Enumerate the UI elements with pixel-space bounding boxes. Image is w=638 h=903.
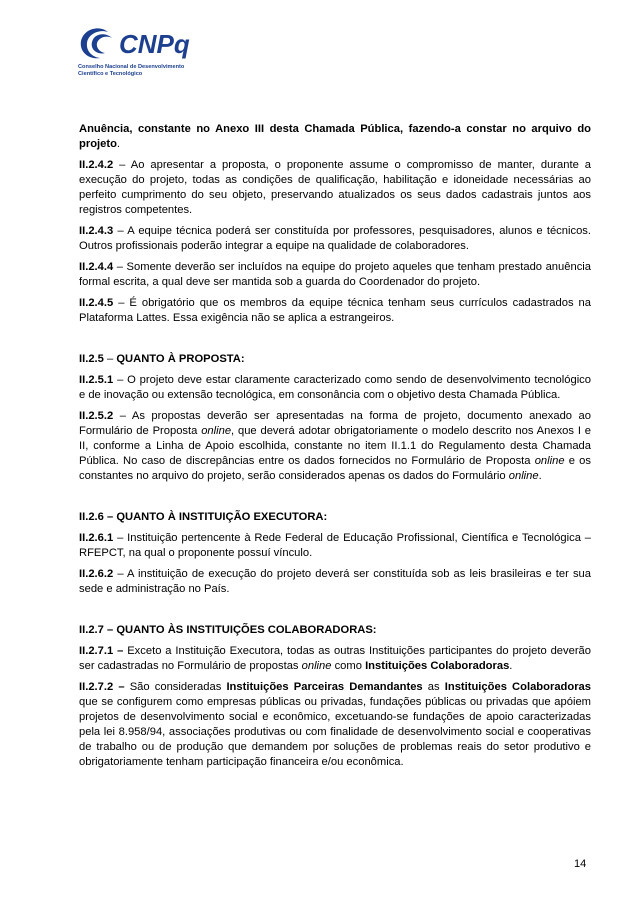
logo-subtitle-line-1: Conselho Nacional de Desenvolvimento bbox=[78, 64, 185, 70]
item-text: , que deverá adotar obrigatoriamente o modelo descrito nos Anexos I e II, conforme a Linha de Apoio escolhida, constante no item II.1.1 do Regulamento desta Chamada Pública. No caso de discrepâncias entre os dados fornecidos no Formulário de Proposta bbox=[79, 425, 591, 467]
paragraph-2-6-2 bbox=[79, 567, 591, 597]
item-text: que se configurem como empresas públicas ou privadas, fundações públicas ou privadas que apóiem projetos de desenvolvimento social e econômico, excetuando-se fundações de apoio caracterizadas pela lei 8.958/94, associações produtivas ou com finalidade de desenvolvimento social e cooperativas de trabalho ou de produção que demandem por soluções de problemas reais do setor produtivo e obrigatoriamente tenham participação financeira e/ou econômica. bbox=[79, 696, 591, 768]
online-italic: online bbox=[301, 660, 332, 672]
online-italic: online bbox=[508, 470, 539, 482]
cnpq-logo bbox=[78, 26, 218, 82]
intro-bold: Anuência, constante no Anexo III desta Chamada Pública, fazendo-a constar no arquivo do projeto bbox=[79, 123, 591, 150]
item-number: II.2.4.4 bbox=[79, 261, 114, 273]
logo-subtitle-line-2: Científico e Tecnológico bbox=[78, 71, 143, 77]
paragraph-2-5-1 bbox=[79, 373, 591, 403]
paragraph-2-7-2 bbox=[79, 680, 591, 770]
bold-term: Instituições Colaboradoras bbox=[365, 660, 510, 672]
bold-term: Instituições Colaboradoras bbox=[444, 681, 592, 693]
cnpq-swirl-icon bbox=[78, 26, 120, 62]
item-number: II.2.4.2 bbox=[79, 159, 114, 171]
paragraph-2-5-2 bbox=[79, 409, 591, 484]
item-text: – A equipe técnica poderá ser constituída por professores, pesquisadores, alunos e técnicos. Outros profissionais poderão integrar a equipe na qualidade de colaboradores. bbox=[79, 225, 591, 252]
item-text: – Somente deverão ser incluídos na equipe do projeto aqueles que tenham prestado anuência formal escrita, a qual deve ser mantida sob a guarda do Coordenador do projeto. bbox=[79, 261, 591, 288]
item-text: as bbox=[422, 681, 445, 693]
item-number: II.2.7.2 – bbox=[79, 681, 125, 693]
item-text: – As propostas deverão ser apresentadas na forma de projeto, documento anexado ao Formulário de Proposta bbox=[79, 410, 591, 437]
online-italic: online bbox=[534, 455, 565, 467]
page-number: 14 bbox=[574, 858, 587, 870]
item-text: . bbox=[538, 470, 542, 482]
item-number: II.2.6.1 bbox=[79, 532, 114, 544]
item-text: – A instituição de execução do projeto deverá ser constituída sob as leis brasileiras e ter sua sede e administração no País. bbox=[79, 568, 591, 595]
intro-paragraph bbox=[79, 122, 591, 152]
paragraph-2-4-2 bbox=[79, 158, 591, 218]
item-text: São consideradas bbox=[124, 681, 227, 693]
document-body bbox=[79, 122, 591, 776]
item-text: e os constantes no arquivo do projeto, serão considerados apenas os dados do Formulário bbox=[79, 455, 591, 482]
item-text: . bbox=[509, 660, 513, 672]
item-text: como bbox=[331, 660, 366, 672]
section-title: II.2.6 – QUANTO À INSTITUIÇÃO EXECUTORA: bbox=[79, 511, 328, 523]
logo-wordmark: CNPq bbox=[119, 29, 190, 59]
item-text: – É obrigatório que os membros da equipe técnica tenham seus currículos cadastrados na Plataforma Lattes. Essa exigência não se aplica a estrangeiros. bbox=[79, 297, 591, 324]
item-number: II.2.4.5 bbox=[79, 297, 114, 309]
spacer bbox=[79, 332, 591, 352]
intro-end: . bbox=[116, 138, 121, 150]
item-text: – Instituição pertencente à Rede Federal de Educação Profissional, Científica e Tecnológica – RFEPCT, na qual o proponente possuí vínculo. bbox=[79, 532, 591, 559]
section-dash: – bbox=[103, 353, 117, 365]
paragraph-2-4-5 bbox=[79, 296, 591, 326]
paragraph-2-7-1 bbox=[79, 644, 591, 674]
section-heading-2-6 bbox=[79, 510, 591, 525]
spacer bbox=[79, 603, 591, 623]
online-italic: online bbox=[201, 425, 232, 437]
paragraph-2-6-1 bbox=[79, 531, 591, 561]
paragraph-2-4-4 bbox=[79, 260, 591, 290]
section-title: QUANTO À PROPOSTA: bbox=[116, 353, 245, 365]
section-heading-2-5 bbox=[79, 352, 591, 367]
item-text: – O projeto deve estar claramente caracterizado como sendo de desenvolvimento tecnológico e de inovação ou extensão tecnológica, em consonância com o objetivo desta Chamada Pública. bbox=[79, 374, 591, 401]
section-title: II.2.7 – QUANTO ÀS INSTITUIÇÕES COLABORADORAS: bbox=[79, 624, 377, 636]
section-number: II.2.5 bbox=[79, 353, 104, 365]
item-number: II.2.5.2 bbox=[79, 410, 114, 422]
item-text: – Ao apresentar a proposta, o proponente assume o compromisso de manter, durante a execução do projeto, todas as condições de qualificação, habilitação e idoneidade necessárias ao perfeito cumprimento do seu objeto, preservando atualizados os seus dados cadastrais juntos aos registros competentes. bbox=[79, 159, 591, 216]
item-text: Exceto a Instituição Executora, todas as outras Instituições participantes do projeto deverão ser cadastradas no Formulário de propostas bbox=[79, 645, 592, 672]
item-number: II.2.4.3 bbox=[79, 225, 114, 237]
paragraph-2-4-3 bbox=[79, 224, 591, 254]
spacer bbox=[79, 490, 591, 510]
item-number: II.2.5.1 bbox=[79, 374, 114, 386]
item-number: II.2.6.2 bbox=[79, 568, 114, 580]
section-heading-2-7 bbox=[79, 623, 591, 638]
bold-term: Instituições Parceiras Demandantes bbox=[226, 681, 423, 693]
logo-subtitle bbox=[78, 64, 218, 78]
item-number: II.2.7.1 – bbox=[79, 645, 124, 657]
